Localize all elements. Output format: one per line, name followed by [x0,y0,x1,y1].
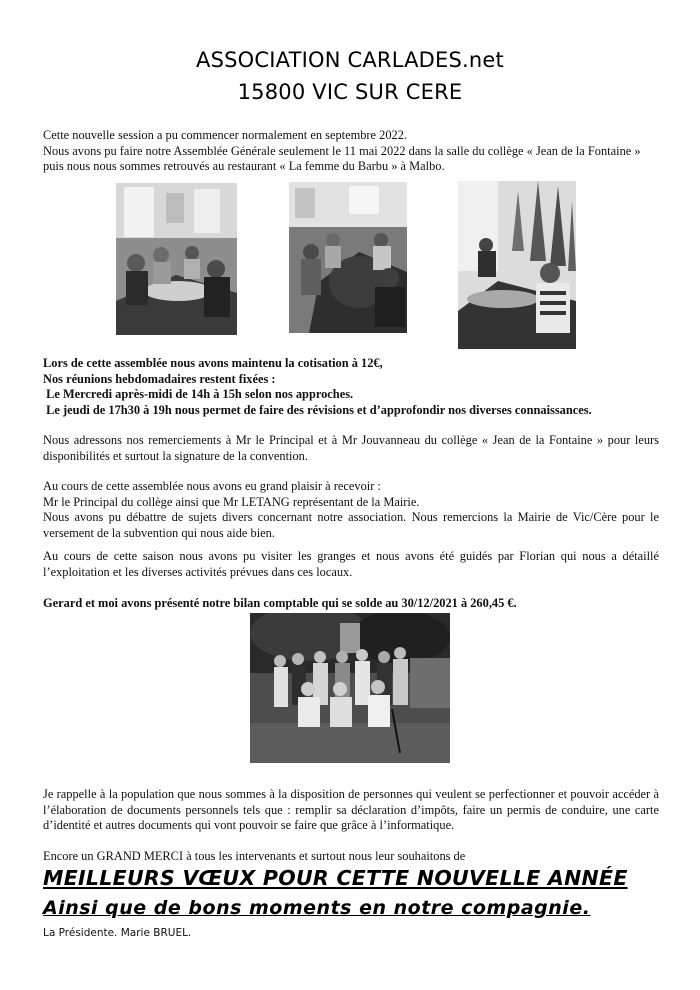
visit-text: Au cours de cette saison nous avons pu visiter les granges et nous avons été guidés par Florian qui nous a détaillé l’exploitation et les diverses activités prévues dans ces locaux. [43,549,659,579]
intro-line: puis nous nous sommes retrouvés au restaurant « La femme du Barbu » à Malbo. [43,159,445,174]
reminder-paragraph [43,787,659,834]
photo-restaurant-3-image [458,181,576,349]
bilan-paragraph [43,596,659,612]
assembly-line: Lors de cette assemblée nous avons maintenu la cotisation à 12€, [43,356,383,370]
photo-group-image [250,613,450,763]
assembly-paragraph [43,356,659,418]
photo-restaurant-1 [116,183,237,335]
closing-paragraph [43,849,659,865]
intro-paragraph [43,128,659,175]
reminder-text: Je rappelle à la population que nous sommes à la disposition de personnes qui veulent se perfectionner et pouvoir accéder à l’élaboration de documents personnels tels que : remplir sa déclaration d’impôts, faire un permis de conduire, une carte d’identité et autres documents qui vont pouvoir se faire que grâce à l’informatique. [43,787,659,833]
thanks-text: Nous adressons nos remerciements à Mr le Principal et à Mr Jouvanneau du collège « Jean de la Fontaine » pour leurs disponibilités et surtout la signature de la convention. [43,433,659,463]
bilan-text: Gerard et moi avons présenté notre bilan comptable qui se solde au 30/12/2021 à 260,45 €. [43,596,517,610]
wishes-heading: MEILLEURS VŒUX POUR CETTE NOUVELLE ANNÉE [43,866,628,890]
photo-group [250,613,450,763]
closing-text: Encore un GRAND MERCI à tous les intervenants et surtout nous leur souhaitons de [43,849,466,863]
welcome-line: Nous avons pu débattre de sujets divers concernant notre association. Nous remercions la Mairie de Vic/Cère pour le versement de la subvention qui nous aide bien. [43,510,659,540]
welcome-paragraph [43,479,659,541]
photo-restaurant-1-image [116,183,237,335]
assembly-line: Nos réunions hebdomadaires restent fixées : [43,371,276,386]
photo-restaurant-2-image [289,182,407,333]
welcome-line: Mr le Principal du collège ainsi que Mr LETANG représentant de la Mairie. [43,494,420,509]
photo-restaurant-3 [458,181,576,349]
assembly-line: Le jeudi de 17h30 à 19h nous permet de faire des révisions et d’approfondir nos diverses connaissances. [43,402,592,417]
thanks-paragraph [43,433,659,464]
intro-line: Nous avons pu faire notre Assemblée Générale seulement le 11 mai 2022 dans la salle du collège « Jean de la Fontaine » [43,143,641,158]
assembly-line: Le Mercredi après-midi de 14h à 15h selon nos approches. [43,387,354,402]
welcome-line: Au cours de cette assemblée nous avons eu grand plaisir à recevoir : [43,479,381,493]
intro-line: Cette nouvelle session a pu commencer normalement en septembre 2022. [43,128,408,142]
association-title: ASSOCIATION CARLADES.net [196,48,504,72]
wishes-subheading: Ainsi que de bons moments en notre compagnie. [43,897,591,919]
signature: La Présidente. Marie BRUEL. [43,927,192,939]
association-address: 15800 VIC SUR CERE [237,80,463,104]
visit-paragraph [43,549,659,580]
photo-restaurant-2 [289,182,407,333]
